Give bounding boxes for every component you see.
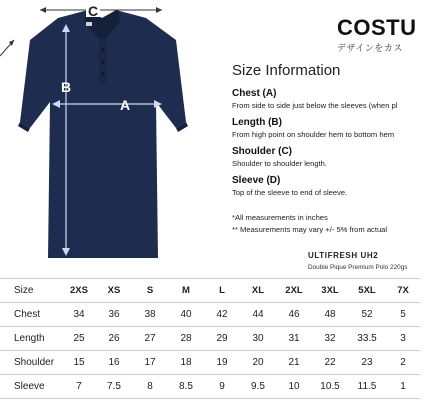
product-description: Double Pique Premium Polo 220gs [308, 264, 408, 271]
product-name: ULTIFRESH UH2 [308, 251, 379, 260]
brand-name: COSTU [337, 15, 417, 40]
shirt-button-bottom [101, 72, 105, 76]
definition-description: Shoulder to shoulder length. [232, 159, 327, 168]
table-row [0, 327, 420, 351]
table-cell: 38 [132, 303, 168, 327]
table-cell: 44 [240, 303, 276, 327]
table-cell: 29 [204, 327, 240, 351]
table-cell: 46 [276, 303, 312, 327]
table-cell: 27 [132, 327, 168, 351]
definition-description: From side to side just below the sleeves (when pl [232, 101, 398, 110]
measurement-note: ** Measurements may vary +/- 5% from actual [232, 225, 388, 234]
table-cell: 32 [312, 327, 348, 351]
table-cell: 2 [386, 351, 420, 375]
table-header-cell: L [204, 279, 240, 303]
table-cell: 31 [276, 327, 312, 351]
table-row-label: Sleeve [0, 375, 62, 399]
table-cell: 30 [240, 327, 276, 351]
table-cell: 11.5 [348, 375, 386, 399]
shirt-button-top [101, 48, 105, 52]
table-cell: 9.5 [240, 375, 276, 399]
table-header-label: Size [0, 279, 62, 303]
table-row [0, 303, 420, 327]
table-cell: 7 [62, 375, 96, 399]
shoulder-arrow-right-icon [156, 7, 162, 13]
table-row-label: Chest [0, 303, 62, 327]
table-row-label: Shoulder [0, 351, 62, 375]
length-dimension-label: B [60, 79, 72, 95]
definition-term: Shoulder (C) [232, 146, 292, 157]
table-header-cell: XL [240, 279, 276, 303]
definition-term: Sleeve (D) [232, 175, 281, 186]
table-cell: 25 [62, 327, 96, 351]
definition-shoulder [232, 145, 432, 169]
table-header-cell: S [132, 279, 168, 303]
size-information-panel [232, 62, 432, 236]
table-header-cell: 7X [386, 279, 420, 303]
table-header-cell: 5XL [348, 279, 386, 303]
shoulder-dimension-label: C [87, 3, 99, 19]
table-cell: 26 [96, 327, 132, 351]
table-row-label: Length [0, 327, 62, 351]
definition-description: Top of the sleeve to end of sleeve. [232, 188, 348, 197]
brand-logo [337, 17, 417, 54]
table-header-cell: 3XL [312, 279, 348, 303]
table-cell: 36 [96, 303, 132, 327]
size-table [0, 278, 420, 399]
table-cell: 33.5 [348, 327, 386, 351]
product-info [308, 251, 448, 271]
table-header-row [0, 279, 420, 303]
table-cell: 21 [276, 351, 312, 375]
definition-term: Length (B) [232, 117, 282, 128]
table-cell: 8 [132, 375, 168, 399]
shirt-tag-icon [86, 22, 92, 26]
table-cell: 20 [240, 351, 276, 375]
polo-shirt-diagram [0, 0, 230, 270]
table-cell: 42 [204, 303, 240, 327]
chest-dimension-label: A [119, 97, 131, 113]
definition-sleeve [232, 174, 432, 198]
brand-subtitle: デザインをカス [337, 43, 403, 53]
table-cell: 9 [204, 375, 240, 399]
table-header-cell: 2XL [276, 279, 312, 303]
table-cell: 40 [168, 303, 204, 327]
table-row [0, 375, 420, 399]
table-cell: 22 [312, 351, 348, 375]
definition-chest [232, 87, 432, 111]
table-cell: 48 [312, 303, 348, 327]
table-row [0, 351, 420, 375]
table-header-cell: M [168, 279, 204, 303]
table-cell: 34 [62, 303, 96, 327]
definition-term: Chest (A) [232, 88, 277, 99]
table-cell: 10 [276, 375, 312, 399]
measurement-notes [232, 212, 432, 236]
table-cell: 18 [168, 351, 204, 375]
table-cell: 16 [96, 351, 132, 375]
definition-length [232, 116, 432, 140]
definition-description: From high point on shoulder hem to bottom hem [232, 130, 395, 139]
table-cell: 52 [348, 303, 386, 327]
table-cell: 23 [348, 351, 386, 375]
size-information-title: Size Information [232, 62, 341, 79]
table-header-cell: 2XS [62, 279, 96, 303]
table-cell: 7.5 [96, 375, 132, 399]
table-cell: 10.5 [312, 375, 348, 399]
table-cell: 17 [132, 351, 168, 375]
table-cell: 3 [386, 327, 420, 351]
table-cell: 5 [386, 303, 420, 327]
shirt-button-middle [101, 60, 105, 64]
table-cell: 28 [168, 327, 204, 351]
table-cell: 8.5 [168, 375, 204, 399]
table-cell: 15 [62, 351, 96, 375]
shoulder-arrow-left-icon [40, 7, 46, 13]
table-cell: 1 [386, 375, 420, 399]
measurement-note: *All measurements in inches [232, 213, 328, 222]
table-header-cell: XS [96, 279, 132, 303]
table-cell: 19 [204, 351, 240, 375]
